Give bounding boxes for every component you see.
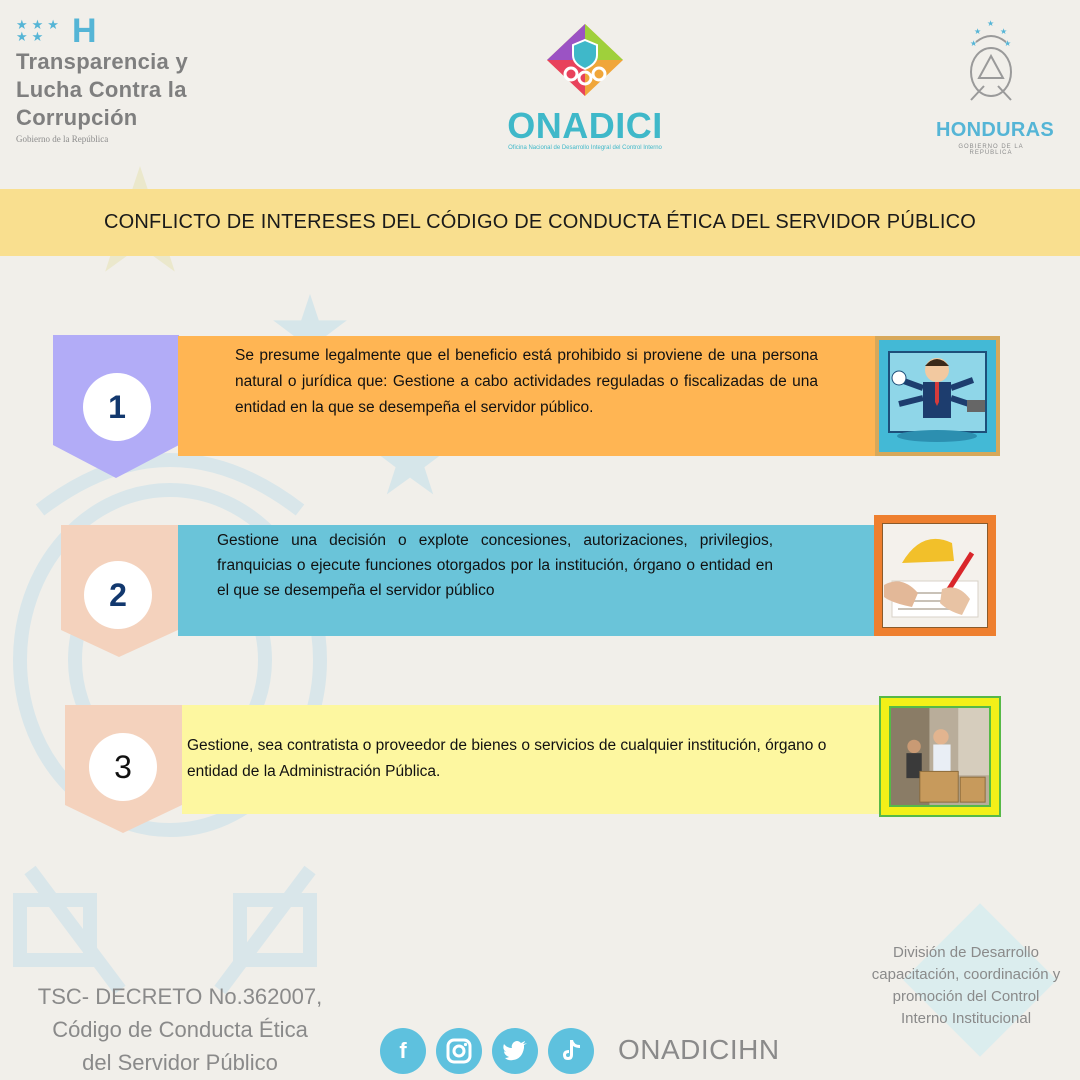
- multitasking-businessman-illustration: [875, 336, 1000, 456]
- social-links: [380, 1028, 594, 1074]
- item-number: 3: [89, 733, 157, 801]
- twitter-icon[interactable]: [492, 1028, 538, 1074]
- item-number: 2: [84, 561, 152, 629]
- svg-text:★: ★: [1004, 39, 1012, 48]
- title-banner: [0, 189, 1080, 256]
- division-line: División de Desarrollo: [893, 944, 1039, 961]
- svg-text:★: ★: [970, 39, 978, 48]
- item-text: Gestione, sea contratista o proveedor de bienes o servicios de cualquier institución, órgano o entidad de la Administración Pública.: [187, 737, 827, 780]
- transparencia-logo: [16, 14, 246, 144]
- decree-line: del Servidor Público: [82, 1050, 278, 1075]
- signing-contract-photo: [874, 515, 996, 636]
- logo-subtitle: Gobierno de la República: [16, 134, 109, 144]
- onadici-subtitle: Oficina Nacional de Desarrollo Integral del Control Interno: [508, 145, 662, 151]
- logo-title-line: Lucha Contra la: [16, 77, 187, 102]
- decree-line: Código de Conducta Ética: [52, 1017, 308, 1042]
- item-text: Gestione una decisión o explote concesiones, autorizaciones, privilegios, franquicias o ejecute funciones otorgados por la institución, órgano o entidad en el que se desempeña el servidor público: [217, 532, 773, 599]
- warehouse-workers-photo: [879, 696, 1001, 817]
- page-title: CONFLICTO DE INTERESES DEL CÓDIGO DE CONDUCTA ÉTICA DEL SERVIDOR PÚBLICO: [104, 211, 976, 233]
- item-number: 1: [83, 373, 151, 441]
- division-line: Interno Institucional: [900, 1010, 1032, 1027]
- stars-icon: ★★★ ★★: [16, 17, 63, 44]
- onadici-emblem-icon: [545, 22, 625, 98]
- onadici-wordmark: ONADICI: [507, 105, 663, 146]
- honduras-subtitle: GOBIERNO DE LA REPÚBLICA: [958, 144, 1024, 156]
- social-handle: ONADICIHN: [618, 1034, 780, 1065]
- svg-text:★: ★: [1000, 27, 1008, 36]
- division-credit: [852, 942, 1080, 1030]
- tiktok-icon[interactable]: [548, 1028, 594, 1074]
- honduras-logo: [936, 16, 1054, 156]
- logo-title-line: Corrupción: [16, 105, 138, 130]
- onadici-logo: [500, 22, 670, 151]
- division-line: capacitación, coordinación y: [871, 966, 1061, 983]
- decree-reference: [20, 980, 340, 1079]
- svg-text:★: ★: [974, 27, 982, 36]
- facebook-icon[interactable]: f: [380, 1028, 426, 1074]
- decree-line: TSC- DECRETO No.362007,: [37, 984, 323, 1009]
- logo-letter: H: [72, 12, 97, 50]
- logo-title-line: Transparencia y: [16, 49, 189, 74]
- instagram-icon[interactable]: [436, 1028, 482, 1074]
- division-line: promoción del Control: [892, 988, 1040, 1005]
- coat-of-arms-icon: [956, 16, 1026, 108]
- item-text: Se presume legalmente que el beneficio está prohibido si proviene de una persona natural o jurídica que: Gestione a cabo actividades reguladas o fiscalizadas de una entidad en la que se desempeña el servidor público.: [235, 347, 818, 416]
- svg-text:★: ★: [987, 19, 995, 28]
- honduras-wordmark: HONDURAS: [936, 119, 1054, 141]
